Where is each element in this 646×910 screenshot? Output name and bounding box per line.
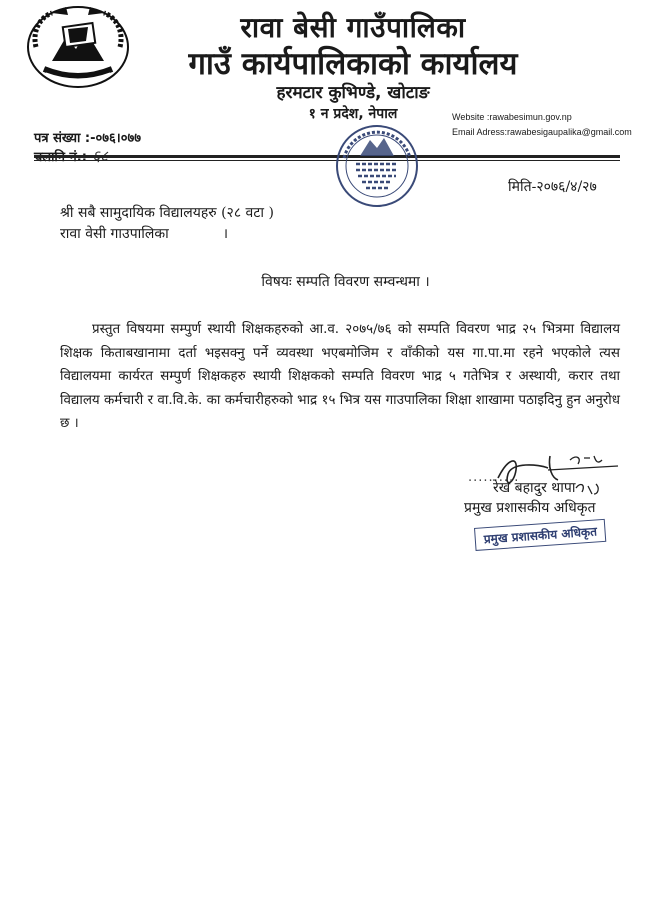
- letterhead-address: हरमटार कुभिण्डे, खोटाङ: [276, 83, 430, 103]
- reference-number: [34, 128, 141, 146]
- letter-body: [60, 318, 620, 436]
- signatory-title: प्रमुख प्रशासकीय अधिकृत: [464, 500, 596, 516]
- header-rule-thin: [34, 160, 620, 161]
- letter-subject: विषयः सम्पति विवरण सम्वन्धमा ।: [261, 274, 430, 290]
- recipient-municipality: रावा वेसी गाउपालिका: [60, 226, 169, 242]
- letter-date: मिति-२०७६/४/२७: [508, 179, 597, 195]
- reference-label: पत्र संख्या :-: [34, 131, 96, 146]
- email-text: Email Adress:rawabesigaupalika@gmail.com: [452, 127, 632, 137]
- office-stamp: [330, 118, 424, 218]
- header-rule-thick: [34, 155, 620, 158]
- letterhead-municipality-name: रावा बेसी गाउँपालिका: [240, 11, 466, 44]
- letter-body-text: प्रस्तुत विषयमा सम्पुर्ण स्थायी शिक्षकहरुको आ.व. २०७५/७६ को सम्पति विवरण भाद्र २५ भित्रमा विद्यालय शिक्षक किताबखानामा दर्ता भइसक्नु पर्ने व्यवस्था भएबमोजिम र वाँकीको यस गा.पा.मा रहने भएकोले त्यस विद्यालयमा कार्यरत सम्पुर्ण शिक्षकहरु स्थायी शिक्षकको सम्पति विवरण भाद्र ५ गतेभित्र र अस्थायी, करार तथा विद्यालय कर्मचारी र वा.वि.के. का कर्मचारीहरुको भाद्र १५ भित्र यस गाउपालिका शिक्षा शाखामा पठाइदिनु हुन अनुरोध छ ।: [60, 322, 620, 432]
- recipient-end-mark: ।: [222, 226, 229, 242]
- signature-dots: ..........: [468, 470, 520, 485]
- letterhead-office-name: गाउँ कार्यपालिकाको कार्यालय: [188, 46, 518, 82]
- reference-value: ०७६।०७७: [95, 131, 142, 146]
- designation-stamp: प्रमुख प्रशासकीय अधिकृत: [474, 519, 607, 551]
- website-text: Website :rawabesimun.gov.np: [452, 112, 572, 122]
- recipient-line-2: [60, 224, 228, 243]
- recipient-line-1: श्री सबै सामुदायिक विद्यालयहरु (२८ वटा ): [60, 205, 274, 221]
- signatory-name: रेख बहादुर थापा: [493, 480, 576, 496]
- letterhead-province: १ न प्रदेश, नेपाल: [308, 106, 398, 122]
